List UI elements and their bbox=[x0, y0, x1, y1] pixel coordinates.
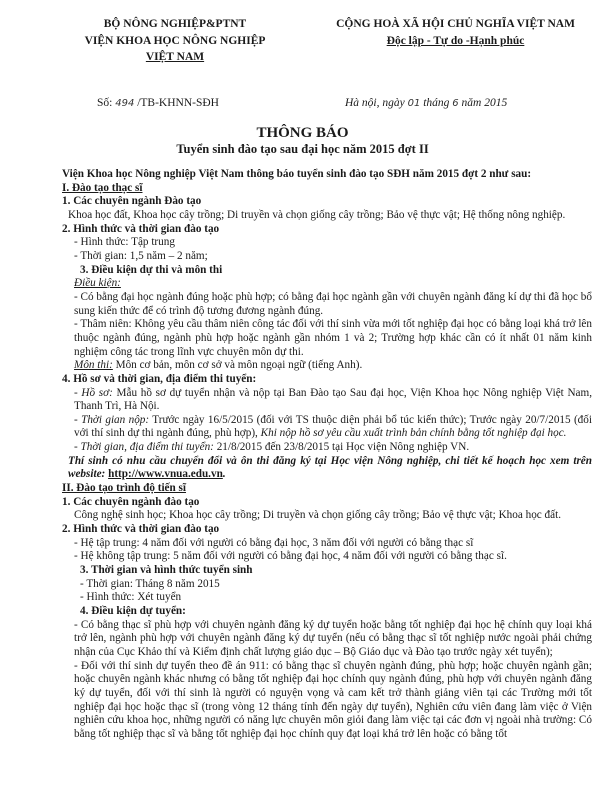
masters-format-heading: 2. Hình thức và thời gian đào tạo bbox=[62, 222, 220, 235]
masters-transfer-note bbox=[62, 455, 592, 482]
exam-text: 21/8/2015 đến 23/8/2015 tại Học viện Nông nghiệp VN. bbox=[213, 441, 470, 454]
document-subtitle: Tuyển sinh đào tạo sau đại học năm 2015 đợt II bbox=[176, 142, 429, 156]
phd-condition-degree: - Có bằng thạc sĩ phù hợp với chuyên ngành đăng ký dự tuyển hoặc bằng tốt nghiệp đại học hệ chính quy loại khá trở lên, ngành phù hợp với chuyên ngành đăng ký dự tuyển (nếu có bằng thạc sĩ tốt nghiệp nước ngoài phải chứng nhận của Cục Khảo thí và Kiểm định chất lượng giáo dục – Bộ Giáo dục và Đào tạo trước ngày xét tuyển); bbox=[74, 618, 592, 658]
masters-dossier-heading: 4. Hồ sơ và thời gian, địa điểm thi tuyển: bbox=[62, 372, 257, 385]
phd-conditions-heading: 4. Điều kiện dự tuyển: bbox=[80, 605, 186, 617]
exam-label: - Thời gian, địa điểm thi tuyển: bbox=[74, 441, 214, 454]
masters-format-line: - Hình thức: Tập trung bbox=[74, 236, 175, 249]
masters-exam bbox=[62, 441, 592, 455]
ref-number-handwritten: 494 bbox=[115, 98, 135, 109]
masters-subjects-label: Môn thi: bbox=[74, 359, 113, 372]
phd-schedule-heading: 3. Thời gian và hình thức tuyển sinh bbox=[80, 564, 253, 577]
masters-conditions-heading: 3. Điều kiện dự thi và môn thi bbox=[80, 263, 223, 276]
phd-format-heading: 2. Hình thức và thời gian đào tạo bbox=[62, 523, 220, 536]
masters-majors-text: Khoa học đất, Khoa học cây trồng; Di truyền và chọn giống cây trồng; Bảo vệ thực vật; Hệ thống nông nghiệp. bbox=[68, 208, 566, 221]
document-title: THÔNG BÁO bbox=[256, 125, 349, 141]
national-header bbox=[318, 16, 593, 49]
phd-majors-heading: 1. Các chuyên ngành đào tạo bbox=[62, 495, 200, 508]
section-phd-heading: II. Đào tạo trình độ tiến sĩ bbox=[62, 482, 187, 495]
date-month-label: tháng bbox=[423, 97, 450, 109]
masters-majors-heading: 1. Các chuyên ngành Đào tạo bbox=[62, 195, 202, 208]
submission-label: - Thời gian nộp: bbox=[74, 413, 150, 426]
document-body bbox=[62, 168, 592, 742]
phd-majors-text: Công nghệ sinh học; Khoa học cây trồng; Di truyền và chọn giống cây trồng; Bảo vệ thực vật; Khoa học đất. bbox=[74, 509, 562, 522]
dossier-text: Mẫu hồ sơ dự tuyển nhận và nộp tại Ban Đào tạo Sau đại học, Viện Khoa học Nông nghiệp Việt Nam, Thanh Trì, Hà Nội. bbox=[74, 386, 593, 413]
submission-text: Trước ngày 16/5/2015 (đối với TS thuộc diện phải bổ túc kiến thức); Trước ngày 20/7/2015 (đối với thí sinh dự thi ngành đúng, phù hợp), bbox=[74, 413, 592, 440]
phd-fulltime-line: - Hệ tập trung: 4 năm đối với người có bằng đại học, 3 năm đối với người có bằng thạc sĩ bbox=[74, 536, 474, 549]
dossier-label: - Hồ sơ: bbox=[74, 386, 113, 399]
masters-submission bbox=[62, 414, 592, 441]
date-prefix: Hà nội, ngày bbox=[345, 97, 405, 109]
masters-condition-degree: - Có bằng đại học ngành đúng hoặc phù hợp; có bằng đại học ngành gần với chuyên ngành đăng kí dự thi đã học bổ sung kiến thức để có trình độ tương đương ngành đúng. bbox=[74, 290, 592, 317]
document-number bbox=[97, 96, 219, 110]
issuer-header bbox=[60, 16, 290, 66]
masters-subjects bbox=[62, 359, 592, 373]
submission-note: Khi nộp hồ sơ yêu cầu xuất trình bản chính bằng tốt nghiệp đại học. bbox=[260, 427, 567, 440]
ref-code: /TB-KHNN-SĐH bbox=[137, 97, 219, 109]
phd-time-line: - Thời gian: Tháng 8 năm 2015 bbox=[80, 577, 220, 590]
ministry-name: BỘ NÔNG NGHIỆP&PTNT bbox=[103, 18, 247, 30]
date-month-handwritten: 6 bbox=[452, 98, 459, 109]
phd-condition-911: - Đối với thí sinh dự tuyển theo đề án 911: có bằng thạc sĩ chuyên ngành đúng, phù hợp; hoặc chuyên ngành gần; hoặc chuyên ngành khác nhưng có bằng tốt nghiệp đại học chính quy ngành đúng, phù hợp với chuyên ngành đăng ký dự tuyển, đối với thí sinh là người có nguyện vọng và cam kết trở thành giảng viên tại các Trường mới tốt nghiệp đại học hoặc thạc sĩ (trong vòng 12 tháng tính đến ngày dự tuyển), Nghiên cứu viên đang làm việc ở Viện nghiên cứu khoa học, những người có năng lực chuyên môn giỏi đang làm việc tại các đơn vị ngoài nhà trường: Có bằng tốt nghiệp thạc sĩ và bằng tốt nghiệp đại học chính quy đạt loại khá trở lên hoặc có bằng tốt bbox=[74, 659, 592, 740]
national-motto: Độc lập - Tự do -Hạnh phúc bbox=[386, 34, 525, 47]
ref-label: Số: bbox=[97, 97, 113, 109]
section-masters-heading: I. Đào tạo thạc sĩ bbox=[62, 181, 143, 194]
transfer-note-text: Thí sinh có nhu cầu chuyển đổi và ôn thi đăng ký tại Học viện Nông nghiệp, chi tiết kế hoạch học xem trên website: bbox=[68, 454, 592, 481]
date-day-handwritten: 01 bbox=[407, 98, 421, 109]
intro-paragraph: Viện Khoa học Nông nghiệp Việt Nam thông báo tuyển sinh đào tạo SĐH năm 2015 đợt 2 như sau: bbox=[62, 168, 532, 180]
transfer-note-end: . bbox=[222, 468, 226, 481]
masters-condition-seniority: - Thâm niên: Không yêu cầu thâm niên công tác đối với thí sinh vừa mới tốt nghiệp đại học có bằng loại khá trở lên thuộc ngành đúng, ngành phù hợp hoặc ngành gần nhóm 1 và 2; Trường hợp khác cần có ít nhất 01 năm kinh nghiệm công tác trong lĩnh vực chuyên môn dự thi. bbox=[74, 318, 592, 358]
institute-name: VIỆN KHOA HỌC NÔNG NGHIỆP bbox=[84, 34, 266, 47]
date-year: năm 2015 bbox=[461, 97, 508, 109]
masters-subjects-text: Môn cơ bản, môn cơ sở và môn ngoại ngữ (tiếng Anh). bbox=[112, 359, 363, 372]
phd-method-line: - Hình thức: Xét tuyển bbox=[80, 591, 182, 604]
masters-dossier bbox=[62, 387, 592, 414]
masters-conditions-label: Điều kiện: bbox=[74, 277, 121, 290]
institute-country: VIỆT NAM bbox=[145, 51, 205, 64]
masters-duration-line: - Thời gian: 1,5 năm – 2 năm; bbox=[74, 249, 208, 262]
phd-parttime-line: - Hệ không tập trung: 5 năm đối với người có bằng đại học, 4 năm đối với người có bằng thạc sĩ. bbox=[74, 550, 507, 563]
document-date bbox=[345, 96, 507, 110]
website-link[interactable]: http://www.vnua.edu.vn bbox=[108, 468, 223, 481]
country-name: CỘNG HOÀ XÃ HỘI CHỦ NGHĨA VIỆT NAM bbox=[336, 18, 575, 30]
